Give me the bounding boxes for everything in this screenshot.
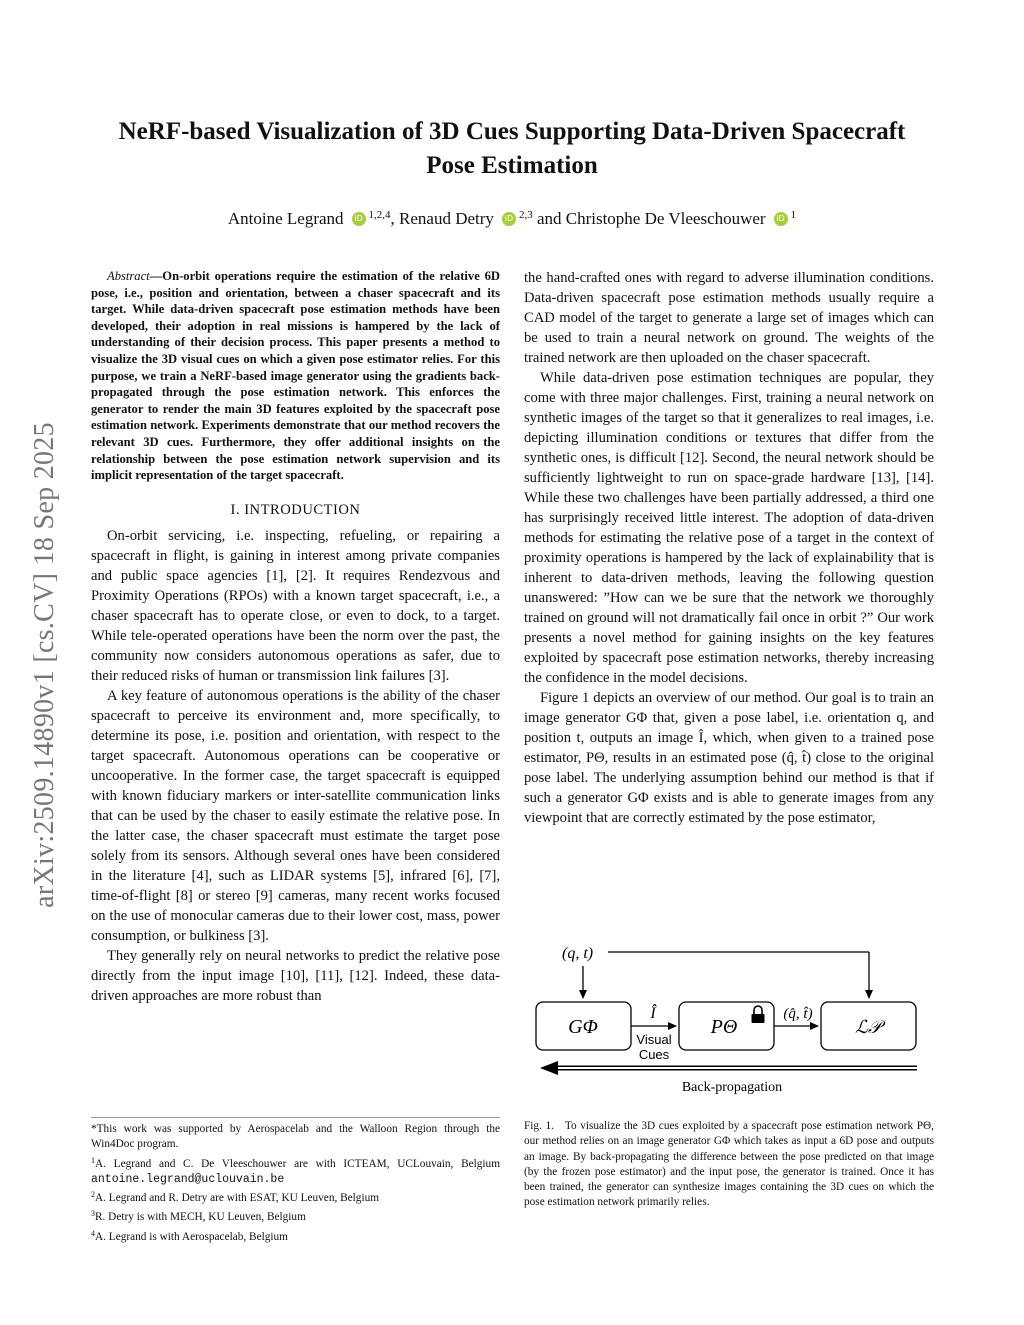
- orcid-icon[interactable]: iD: [774, 212, 788, 226]
- figure-caption-text: To visualize the 3D cues exploited by a spacecraft pose estimation network PΘ, our method relies on an image generator GΦ which takes as input a 6D pose and outputs an image. By back-propagating the difference between the pose predicted on that image (by the frozen pose estimator) and the input pose, the generator is trained. Once it has been trained, the generator can synthesize images containing the 3D cues on which the pose estimation network primarily relies.: [524, 1120, 934, 1209]
- paper-title: NeRF-based Visualization of 3D Cues Supporting Data-Driven Spacecraft Pose Estimation: [118, 118, 906, 179]
- footnotes: [91, 1117, 500, 1245]
- paragraph: They generally rely on neural networks to predict the relative pose directly from the input image [10], [11], [12]. Indeed, these data-driven approaches are more robust than: [91, 947, 500, 1004]
- author-separator: and: [532, 209, 566, 228]
- author-name: Christophe De Vleeschouwer: [565, 209, 766, 228]
- footnote: [91, 1122, 500, 1153]
- paragraph: the hand-crafted ones with regard to adverse illumination conditions. Data-driven spacecraft pose estimation methods usually require a CAD model of the target to generate a large set of images which can be used to train a neural network on ground. The weights of the trained network are then uploaded on the chaser spacecraft.: [524, 270, 934, 366]
- author-email-link[interactable]: antoine.legrand@uclouvain.be: [91, 1172, 285, 1186]
- paragraph: While data-driven pose estimation techniques are popular, they come with three major challenges. First, training a neural network on synthetic images of the target so that it generalizes to real images, i.e. depicting illumination conditions or textures that differ from the synthetic ones, is difficult [12]. Second, the neural network should be sufficiently lightweight to run on space-grade hardware [13], [14]. While these two challenges have been partially addressed, a third one has surprisingly received little interest. The adoption of data-driven methods for estimating the relative pose of a target in the context of proximity operations is hampered by the lack of explainability that is inherent to data-driven methods, leaving the following question unanswered: ”How can we be sure that the network we thoroughly trained on ground will not dramatically fail once in orbit ?” Our work presents a novel method for gaining insights on the key features exploited by spacecraft pose estimation networks, thereby increasing the confidence in the model decisions.: [524, 370, 934, 686]
- author-name: Antoine Legrand: [227, 209, 344, 228]
- footnote: [91, 1206, 500, 1225]
- abstract: [91, 268, 500, 484]
- paragraph: Figure 1 depicts an overview of our method. Our goal is to train an image generator GΦ that, given a pose label, i.e. orientation q, and position t, outputs an image Î, which, when given to a trained pose estimator, PΘ, results in an estimated pose (q̂, t̂) close to the original pose label. The underlying assumption behind our method is that if such a generator GΦ exists and is able to generate images from any viewpoint that are correctly estimated by the pose estimator,: [524, 690, 934, 826]
- footnote-text: A. Legrand and C. De Vleeschouwer are with ICTEAM, UCLouvain, Belgium: [95, 1157, 500, 1170]
- footnote-mark: 4: [91, 1228, 95, 1238]
- footnote-text: A. Legrand is with Aerospacelab, Belgium: [95, 1230, 288, 1243]
- author-affiliation: 1,2,4: [368, 209, 391, 221]
- author-separator: ,: [390, 209, 400, 228]
- arxiv-identifier[interactable]: arXiv:2509.14890v1 [cs.CV] 18 Sep 2025: [29, 422, 60, 908]
- author-list: [100, 209, 924, 229]
- footnote-mark: 3: [91, 1209, 95, 1219]
- author-affiliation: 2,3: [518, 209, 533, 221]
- backprop-arrow: [540, 1061, 917, 1075]
- estimated-pose-label: (q̂, t̂): [783, 1006, 813, 1022]
- generator-label: GΦ: [568, 1016, 598, 1038]
- method-diagram: [524, 930, 934, 1110]
- abstract-label: Abstract: [107, 269, 150, 283]
- author-name: Renaud Detry: [399, 209, 494, 228]
- visual-cues-label: Visual: [636, 1032, 672, 1047]
- footnote: [91, 1187, 500, 1206]
- figure-1: [524, 930, 934, 1110]
- footnote: [91, 1226, 500, 1245]
- left-column: [91, 268, 500, 1006]
- right-column: [524, 268, 934, 828]
- image-label: Î: [650, 1005, 656, 1022]
- visual-cues-label: Cues: [638, 1047, 670, 1062]
- figure-caption-label: Fig. 1.: [524, 1120, 554, 1132]
- footnote-text: *This work was supported by Aerospacelab and the Walloon Region through the Win4Doc program.: [91, 1123, 500, 1151]
- estimator-label: PΘ: [710, 1016, 738, 1038]
- figure-caption: [524, 1119, 934, 1211]
- footnote-text: A. Legrand and R. Detry are with ESAT, KU Leuven, Belgium: [95, 1192, 380, 1205]
- paragraph: On-orbit servicing, i.e. inspecting, refueling, or repairing a spacecraft in flight, is gaining in interest among private companies and public space agencies [1], [2]. It requires Rendezvous and Proximity Operations (RPOs) with a known target spacecraft, i.e., a chaser spacecraft has to operate close, or even to dock, to a target. While tele-operated operations have been the norm over the past, the community now considers autonomous operations as safer, due to their reduced risks of human or transmission link failures [3].: [91, 527, 500, 684]
- orcid-icon[interactable]: iD: [502, 212, 516, 226]
- abstract-text: On-orbit operations require the estimation of the relative 6D pose, i.e., position and orientation, between a chaser spacecraft and its target. While data-driven spacecraft pose estimation methods have been developed, their adoption in real missions is hampered by the lack of understanding of their decision process. This paper presents a method to visualize the 3D visual cues on which a given pose estimator relies. For this purpose, we train a NeRF-based image generator using the gradients back-propagated through the pose estimation network. This enforces the generator to render the main 3D features exploited by the spacecraft pose estimation network. Experiments demonstrate that our method recovers the relevant 3D cues. Furthermore, they offer additional insights on the relationship between the pose estimation network supervision and its implicit representation of the target spacecraft.: [91, 269, 500, 483]
- arxiv-sidebar: [14, 370, 76, 960]
- abstract-dash: —: [149, 269, 163, 283]
- author-affiliation: 1: [790, 209, 797, 221]
- footnote-mark: 1: [91, 1155, 95, 1165]
- footnote-mark: 2: [91, 1190, 95, 1200]
- paragraph: A key feature of autonomous operations is the ability of the chaser spacecraft to perceive its environment and, more specifically, to determine its pose, i.e. position and orientation, with respect to the target spacecraft. Autonomous operations can be cooperative or uncooperative. In the former case, the target spacecraft is equipped with known fiduciary markers or inter-satellite communication links that can be used by the chaser to easily estimate the relative pose. In the latter case, the chaser spacecraft must estimate the target pose solely from its sensors. Although several ones have been considered in the literature [4], such as LIDAR systems [5], infrared [6], [7], time-of-flight [8] or stereo [9] cameras, many recent works focused on the use of monocular cameras due to their lower cost, mass, power consumption, or bulkiness [3].: [91, 687, 500, 944]
- footnote-text: R. Detry is with MECH, KU Leuven, Belgium: [95, 1211, 306, 1224]
- pose-input-label: (q, t): [562, 945, 594, 962]
- loss-label: ℒ𝒫: [855, 1017, 881, 1037]
- backprop-label: Back-propagation: [681, 1080, 783, 1095]
- footnote: [91, 1153, 500, 1188]
- orcid-icon[interactable]: iD: [352, 212, 366, 226]
- section-heading: I. INTRODUCTION: [230, 501, 361, 518]
